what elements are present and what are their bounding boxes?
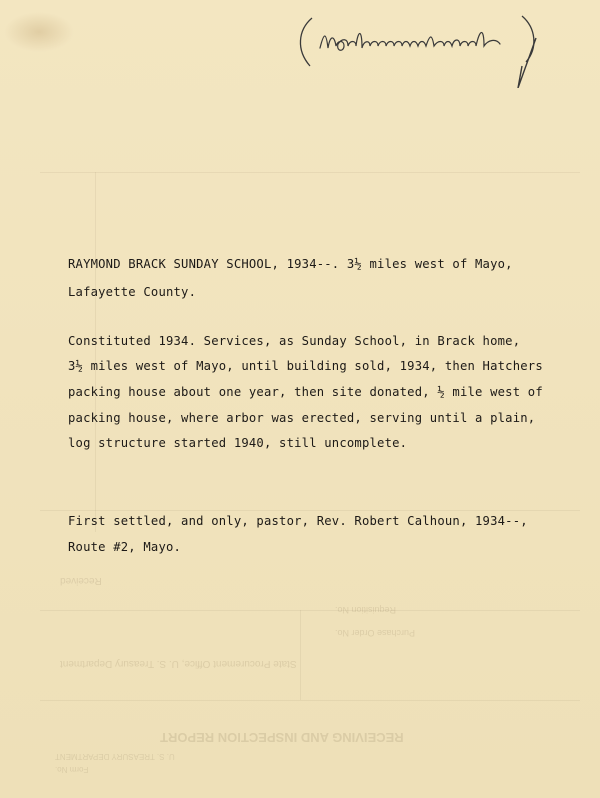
show-through-text: Received [60,575,102,586]
paragraph-1-line-2: 3½ miles west of Mayo, until building sold, 1934, then Hatchers [68,359,543,373]
heading-line-1: RAYMOND BRACK SUNDAY SCHOOL, 1934--. 3½ miles west of Mayo, [68,257,513,271]
show-through-text: U. S. TREASURY DEPARTMENT [55,752,175,761]
show-through-text: Purchase Order No. [335,628,416,638]
show-through-text: RECEIVING AND INSPECTION REPORT [160,730,404,745]
paragraph-1-line-5: log structure started 1940, still uncomplete. [68,436,408,450]
handwritten-note [290,8,560,88]
paper-stain [4,12,74,52]
show-through-text: Form No. [55,765,89,774]
show-through-text: Requisition No. [335,605,397,615]
paragraph-2-line-1: First settled, and only, pastor, Rev. Robert Calhoun, 1934--, [68,514,528,528]
paragraph-1-line-3: packing house about one year, then site donated, ½ mile west of [68,385,543,399]
paragraph-1-line-4: packing house, where arbor was erected, serving until a plain, [68,411,536,425]
heading-line-2: Lafayette County. [68,285,197,299]
paragraph-2-line-2: Route #2, Mayo. [68,540,182,554]
show-through-text: State Procurement Office, U. S. Treasury Department [60,658,297,669]
paragraph-1-line-1: Constituted 1934. Services, as Sunday School, in Brack home, [68,334,521,348]
